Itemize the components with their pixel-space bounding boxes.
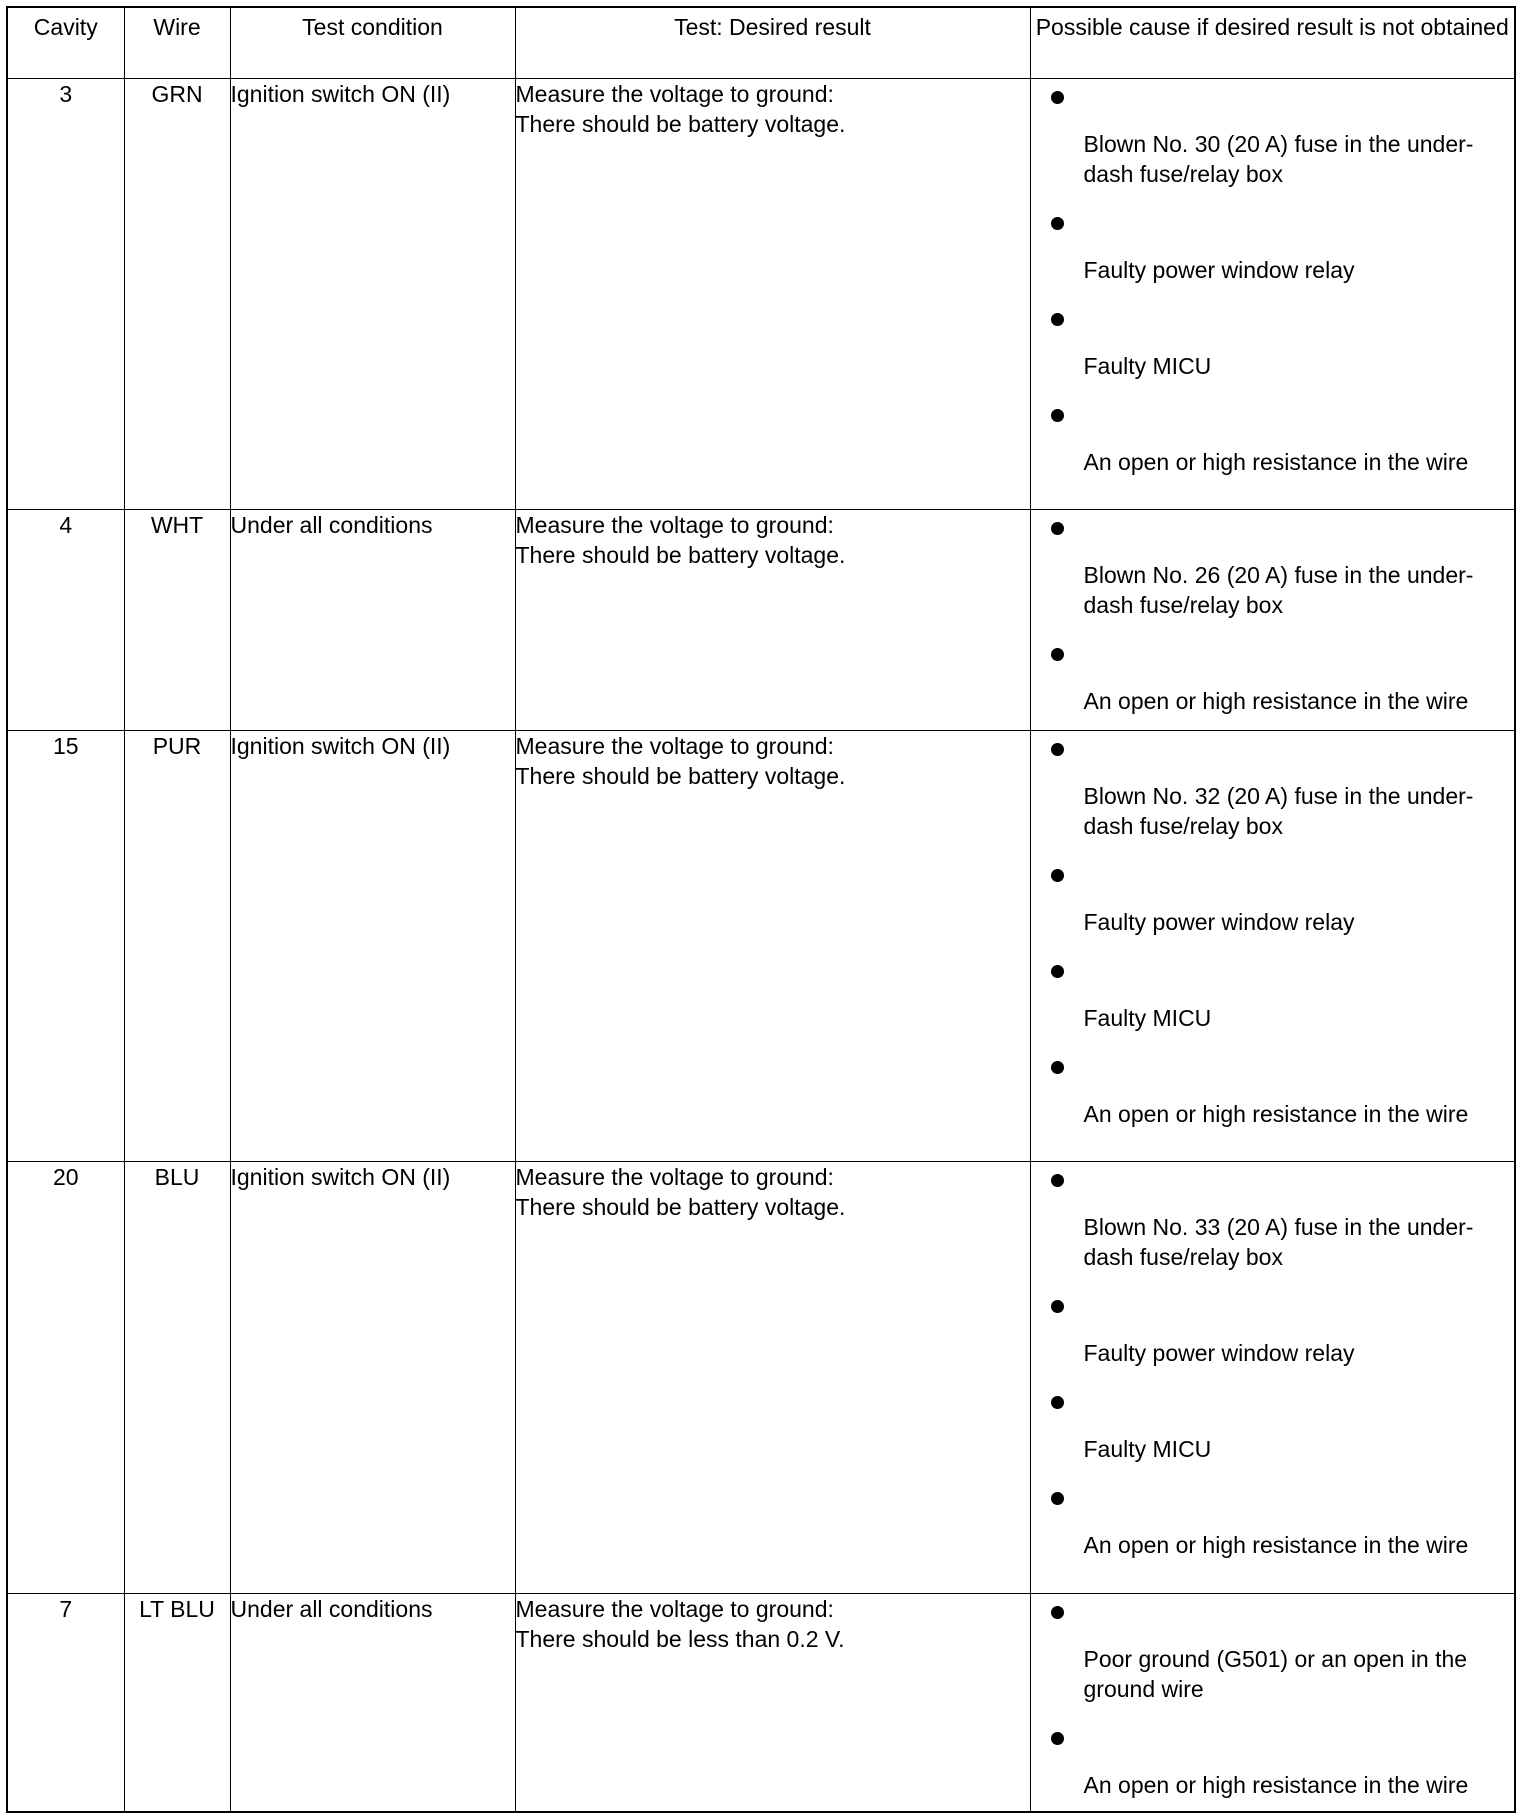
bullet-icon	[1051, 217, 1064, 230]
header-wire: Wire	[124, 7, 230, 79]
wire-cell: WHT	[124, 510, 230, 731]
result-cell	[515, 510, 1030, 731]
result-line: There should be battery voltage.	[515, 542, 846, 568]
cause-cell	[1030, 79, 1515, 510]
result-cell	[515, 731, 1030, 1162]
cause-text: Blown No. 32 (20 A) fuse in the under-dash fuse/relay box	[1083, 783, 1474, 839]
condition-cell: Under all conditions	[230, 1594, 515, 1813]
cause-text: Faulty MICU	[1083, 353, 1212, 379]
bullet-icon	[1051, 1300, 1064, 1313]
header-desired-result: Test: Desired result	[515, 7, 1030, 79]
result-line: Measure the voltage to ground:	[515, 1596, 834, 1622]
cause-item	[1031, 857, 1515, 953]
cause-item	[1031, 1162, 1515, 1288]
result-line: Measure the voltage to ground:	[515, 512, 834, 538]
table-row	[7, 1162, 1515, 1594]
cause-item	[1031, 1384, 1515, 1480]
cause-item	[1031, 1288, 1515, 1384]
condition-cell: Ignition switch ON (II)	[230, 731, 515, 1162]
cause-item	[1031, 301, 1515, 397]
cause-text: Faulty power window relay	[1083, 909, 1355, 935]
connector-test-table	[6, 6, 1516, 1813]
cavity-cell: 4	[7, 510, 124, 731]
cause-text: An open or high resistance in the wire	[1083, 688, 1469, 714]
cause-item	[1031, 1049, 1515, 1129]
cause-text: An open or high resistance in the wire	[1083, 449, 1469, 475]
header-row	[7, 7, 1515, 79]
table-row	[7, 79, 1515, 510]
table-row	[7, 731, 1515, 1162]
bullet-icon	[1051, 965, 1064, 978]
cause-text: Blown No. 30 (20 A) fuse in the under-dash fuse/relay box	[1083, 131, 1474, 187]
header-possible-cause: Possible cause if desired result is not obtained	[1030, 7, 1515, 79]
bullet-icon	[1051, 1492, 1064, 1505]
condition-cell: Ignition switch ON (II)	[230, 1162, 515, 1594]
bullet-icon	[1051, 1061, 1064, 1074]
result-line: Measure the voltage to ground:	[515, 733, 834, 759]
result-line: There should be battery voltage.	[515, 111, 846, 137]
bullet-icon	[1051, 522, 1064, 535]
cause-cell	[1030, 1594, 1515, 1813]
cause-item	[1031, 510, 1515, 636]
cavity-cell: 3	[7, 79, 124, 510]
cavity-cell: 15	[7, 731, 124, 1162]
cause-text: Faulty MICU	[1083, 1436, 1212, 1462]
bullet-icon	[1051, 1396, 1064, 1409]
result-line: There should be battery voltage.	[515, 1194, 846, 1220]
result-line: Measure the voltage to ground:	[515, 1164, 834, 1190]
table-row	[7, 510, 1515, 731]
result-line: There should be battery voltage.	[515, 763, 846, 789]
header-cavity: Cavity	[7, 7, 124, 79]
cause-text: Faulty power window relay	[1083, 1340, 1355, 1366]
cause-item	[1031, 953, 1515, 1049]
bullet-icon	[1051, 1732, 1064, 1745]
cavity-cell: 7	[7, 1594, 124, 1813]
bullet-icon	[1051, 743, 1064, 756]
wire-cell: PUR	[124, 731, 230, 1162]
cause-text: Poor ground (G501) or an open in the ground wire	[1083, 1646, 1468, 1702]
cause-text: Blown No. 26 (20 A) fuse in the under-dash fuse/relay box	[1083, 562, 1474, 618]
cause-item	[1031, 1480, 1515, 1560]
cause-item	[1031, 79, 1515, 205]
wire-cell: BLU	[124, 1162, 230, 1594]
bullet-icon	[1051, 313, 1064, 326]
cavity-cell: 20	[7, 1162, 124, 1594]
condition-cell: Ignition switch ON (II)	[230, 79, 515, 510]
bullet-icon	[1051, 648, 1064, 661]
cause-text: Blown No. 33 (20 A) fuse in the under-dash fuse/relay box	[1083, 1214, 1474, 1270]
cause-text: Faulty power window relay	[1083, 257, 1355, 283]
result-line: Measure the voltage to ground:	[515, 81, 834, 107]
cause-item	[1031, 1594, 1515, 1720]
bullet-icon	[1051, 869, 1064, 882]
result-cell	[515, 79, 1030, 510]
cause-item	[1031, 397, 1515, 477]
cause-item	[1031, 731, 1515, 857]
cause-item	[1031, 1720, 1515, 1800]
condition-cell: Under all conditions	[230, 510, 515, 731]
bullet-icon	[1051, 1606, 1064, 1619]
wire-cell: LT BLU	[124, 1594, 230, 1813]
result-cell	[515, 1594, 1030, 1813]
cause-item	[1031, 205, 1515, 301]
bullet-icon	[1051, 91, 1064, 104]
bullet-icon	[1051, 1174, 1064, 1187]
table-row	[7, 1594, 1515, 1813]
cause-cell	[1030, 1162, 1515, 1594]
cause-cell	[1030, 510, 1515, 731]
cause-item	[1031, 636, 1515, 716]
bullet-icon	[1051, 409, 1064, 422]
cause-text: Faulty MICU	[1083, 1005, 1212, 1031]
cause-cell	[1030, 731, 1515, 1162]
result-line: There should be less than 0.2 V.	[515, 1626, 845, 1652]
wire-cell: GRN	[124, 79, 230, 510]
cause-text: An open or high resistance in the wire	[1083, 1772, 1469, 1798]
cause-text: An open or high resistance in the wire	[1083, 1101, 1469, 1127]
cause-text: An open or high resistance in the wire	[1083, 1532, 1469, 1558]
result-cell	[515, 1162, 1030, 1594]
header-test-condition: Test condition	[230, 7, 515, 79]
